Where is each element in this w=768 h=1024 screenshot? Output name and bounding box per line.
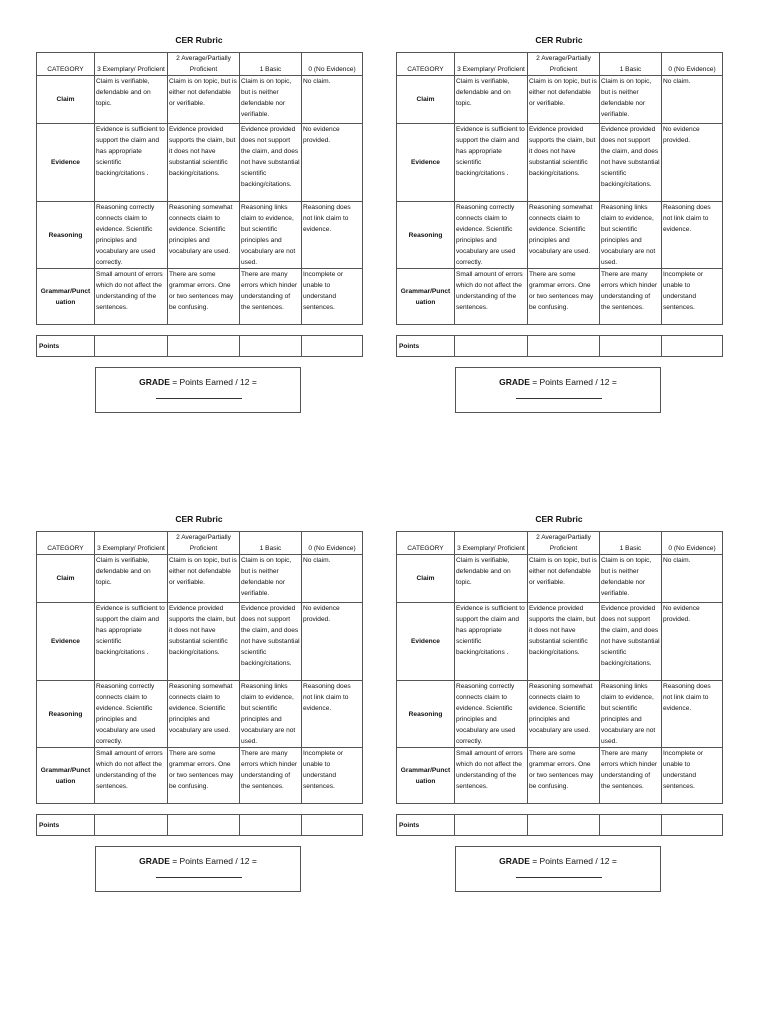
header-exemplary: 3 Exemplary/ Proficient xyxy=(455,53,528,76)
row-evidence xyxy=(397,603,723,681)
grade-formula: = Points Earned / 12 = xyxy=(169,377,257,387)
points-cell-3[interactable] xyxy=(95,336,168,357)
row-reasoning xyxy=(397,202,723,269)
category-reasoning: Reasoning xyxy=(397,681,455,748)
grammar-cell-2: There are some grammar errors. One or two sentences may be confusing. xyxy=(168,269,240,325)
rubric-card-bottom-left xyxy=(36,511,362,892)
category-grammar: Grammar/Punct uation xyxy=(397,748,455,804)
category-evidence: Evidence xyxy=(37,124,95,202)
points-cell-3[interactable] xyxy=(455,336,528,357)
category-reasoning: Reasoning xyxy=(37,202,95,269)
category-reasoning: Reasoning xyxy=(397,202,455,269)
grammar-cell-0: Incomplete or unable to understand sentences. xyxy=(662,748,723,804)
rubric-table xyxy=(396,531,723,804)
row-reasoning xyxy=(37,202,363,269)
points-cell-2[interactable] xyxy=(168,815,240,836)
category-evidence: Evidence xyxy=(37,603,95,681)
grammar-cell-2: There are some grammar errors. One or two sentences may be confusing. xyxy=(528,269,600,325)
header-basic: 1 Basic xyxy=(240,53,302,76)
category-grammar: Grammar/Punct uation xyxy=(397,269,455,325)
grade-box xyxy=(455,367,661,413)
grammar-cell-0: Incomplete or unable to understand sentences. xyxy=(662,269,723,325)
row-grammar xyxy=(37,748,363,804)
header-category: CATEGORY xyxy=(397,53,455,76)
grade-blank-line[interactable] xyxy=(156,877,242,878)
points-row xyxy=(37,815,363,836)
row-reasoning xyxy=(37,681,363,748)
grade-label: GRADE xyxy=(139,377,170,387)
grade-text xyxy=(96,377,300,387)
points-label: Points xyxy=(397,336,455,357)
header-exemplary: 3 Exemplary/ Proficient xyxy=(95,532,168,555)
evidence-cell-2: Evidence provided supports the claim, but it does not have substantial scientific backing/citations. xyxy=(528,124,600,202)
points-table xyxy=(36,814,363,836)
rubric-title: CER Rubric xyxy=(175,514,223,524)
evidence-cell-3: Evidence is sufficient to support the claim and has appropriate scientific backing/citations . xyxy=(95,603,168,681)
rubric-card-top-left xyxy=(36,32,362,413)
points-table xyxy=(396,335,723,357)
evidence-cell-0: No evidence provided. xyxy=(662,603,723,681)
category-evidence: Evidence xyxy=(397,124,455,202)
claim-cell-2: Claim is on topic, but is either not defendable or verifiable. xyxy=(528,76,600,124)
points-table xyxy=(36,335,363,357)
header-average: 2 Average/Partially Proficient xyxy=(168,53,240,76)
grammar-cell-2: There are some grammar errors. One or two sentences may be confusing. xyxy=(168,748,240,804)
points-cell-0[interactable] xyxy=(662,336,723,357)
reasoning-cell-1: Reasoning links claim to evidence, but scientific principles and vocabulary are not used. xyxy=(600,681,662,748)
header-basic: 1 Basic xyxy=(240,532,302,555)
claim-cell-0: No claim. xyxy=(302,555,363,603)
grade-label: GRADE xyxy=(499,377,530,387)
grade-blank-line[interactable] xyxy=(516,398,602,399)
rubric-title: CER Rubric xyxy=(175,35,223,45)
evidence-cell-3: Evidence is sufficient to support the claim and has appropriate scientific backing/citations . xyxy=(95,124,168,202)
evidence-cell-2: Evidence provided supports the claim, but it does not have substantial scientific backing/citations. xyxy=(168,603,240,681)
claim-cell-0: No claim. xyxy=(662,76,723,124)
rubric-table xyxy=(396,52,723,325)
grammar-cell-0: Incomplete or unable to understand sentences. xyxy=(302,269,363,325)
grade-formula: = Points Earned / 12 = xyxy=(169,856,257,866)
category-grammar: Grammar/Punct uation xyxy=(37,748,95,804)
points-cell-0[interactable] xyxy=(302,336,363,357)
category-reasoning: Reasoning xyxy=(37,681,95,748)
header-category: CATEGORY xyxy=(37,53,95,76)
claim-cell-1: Claim is on topic, but is neither defendable nor verifiable. xyxy=(600,76,662,124)
claim-cell-3: Claim is verifiable, defendable and on topic. xyxy=(95,555,168,603)
claim-cell-3: Claim is verifiable, defendable and on topic. xyxy=(455,76,528,124)
grade-label: GRADE xyxy=(499,856,530,866)
reasoning-cell-2: Reasoning somewhat connects claim to evidence. Scientific principles and vocabulary are used. xyxy=(528,681,600,748)
points-row xyxy=(397,815,723,836)
grade-blank-line[interactable] xyxy=(156,398,242,399)
row-grammar xyxy=(397,748,723,804)
header-category: CATEGORY xyxy=(37,532,95,555)
points-cell-1[interactable] xyxy=(240,336,302,357)
claim-cell-0: No claim. xyxy=(302,76,363,124)
evidence-cell-1: Evidence provided does not support the claim, and does not have substantial scientific backing/citations. xyxy=(240,124,302,202)
claim-cell-2: Claim is on topic, but is either not defendable or verifiable. xyxy=(168,76,240,124)
points-cell-1[interactable] xyxy=(600,815,662,836)
rubric-card-bottom-right xyxy=(396,511,722,892)
header-no-evidence: 0 (No Evidence) xyxy=(662,532,723,555)
evidence-cell-3: Evidence is sufficient to support the claim and has appropriate scientific backing/citations . xyxy=(455,124,528,202)
row-claim xyxy=(397,555,723,603)
grammar-cell-3: Small amount of errors which do not affect the understanding of the sentences. xyxy=(95,748,168,804)
category-grammar: Grammar/Punct uation xyxy=(37,269,95,325)
points-cell-3[interactable] xyxy=(95,815,168,836)
claim-cell-3: Claim is verifiable, defendable and on topic. xyxy=(95,76,168,124)
reasoning-cell-1: Reasoning links claim to evidence, but scientific principles and vocabulary are not used. xyxy=(240,681,302,748)
row-evidence xyxy=(37,603,363,681)
points-cell-1[interactable] xyxy=(600,336,662,357)
grammar-cell-1: There are many errors which hinder understanding of the sentences. xyxy=(600,269,662,325)
reasoning-cell-2: Reasoning somewhat connects claim to evidence. Scientific principles and vocabulary are used. xyxy=(528,202,600,269)
row-evidence xyxy=(397,124,723,202)
reasoning-cell-1: Reasoning links claim to evidence, but scientific principles and vocabulary are not used. xyxy=(240,202,302,269)
header-average: 2 Average/Partially Proficient xyxy=(528,53,600,76)
points-row xyxy=(397,336,723,357)
row-evidence xyxy=(37,124,363,202)
grade-label: GRADE xyxy=(139,856,170,866)
row-grammar xyxy=(37,269,363,325)
header-average: 2 Average/Partially Proficient xyxy=(168,532,240,555)
row-grammar xyxy=(397,269,723,325)
grammar-cell-3: Small amount of errors which do not affect the understanding of the sentences. xyxy=(455,269,528,325)
header-basic: 1 Basic xyxy=(600,532,662,555)
reasoning-cell-0: Reasoning does not link claim to evidence. xyxy=(662,681,723,748)
claim-cell-1: Claim is on topic, but is neither defendable nor verifiable. xyxy=(600,555,662,603)
grammar-cell-0: Incomplete or unable to understand sentences. xyxy=(302,748,363,804)
claim-cell-1: Claim is on topic, but is neither defendable nor verifiable. xyxy=(240,555,302,603)
reasoning-cell-2: Reasoning somewhat connects claim to evidence. Scientific principles and vocabulary are used. xyxy=(168,202,240,269)
grammar-cell-1: There are many errors which hinder understanding of the sentences. xyxy=(240,748,302,804)
header-no-evidence: 0 (No Evidence) xyxy=(302,53,363,76)
header-row xyxy=(397,53,723,76)
reasoning-cell-0: Reasoning does not link claim to evidence. xyxy=(302,202,363,269)
reasoning-cell-0: Reasoning does not link claim to evidence. xyxy=(302,681,363,748)
evidence-cell-0: No evidence provided. xyxy=(302,124,363,202)
points-row xyxy=(37,336,363,357)
grade-text xyxy=(96,856,300,866)
grade-formula: = Points Earned / 12 = xyxy=(529,856,617,866)
evidence-cell-1: Evidence provided does not support the claim, and does not have substantial scientific backing/citations. xyxy=(600,603,662,681)
points-label: Points xyxy=(397,815,455,836)
grade-box xyxy=(95,367,301,413)
claim-cell-2: Claim is on topic, but is either not defendable or verifiable. xyxy=(528,555,600,603)
header-average: 2 Average/Partially Proficient xyxy=(528,532,600,555)
rubric-table xyxy=(36,531,363,804)
grade-formula: = Points Earned / 12 = xyxy=(529,377,617,387)
header-category: CATEGORY xyxy=(397,532,455,555)
header-row xyxy=(397,532,723,555)
points-cell-1[interactable] xyxy=(240,815,302,836)
grade-text xyxy=(456,377,660,387)
grade-text xyxy=(456,856,660,866)
reasoning-cell-3: Reasoning correctly connects claim to evidence. Scientific principles and vocabulary are used correctly. xyxy=(455,202,528,269)
grammar-cell-3: Small amount of errors which do not affect the understanding of the sentences. xyxy=(455,748,528,804)
row-reasoning xyxy=(397,681,723,748)
grammar-cell-1: There are many errors which hinder understanding of the sentences. xyxy=(600,748,662,804)
evidence-cell-2: Evidence provided supports the claim, but it does not have substantial scientific backing/citations. xyxy=(528,603,600,681)
category-claim: Claim xyxy=(37,76,95,124)
row-claim xyxy=(397,76,723,124)
header-no-evidence: 0 (No Evidence) xyxy=(302,532,363,555)
points-label: Points xyxy=(37,815,95,836)
evidence-cell-1: Evidence provided does not support the claim, and does not have substantial scientific backing/citations. xyxy=(240,603,302,681)
points-cell-2[interactable] xyxy=(528,815,600,836)
reasoning-cell-2: Reasoning somewhat connects claim to evidence. Scientific principles and vocabulary are used. xyxy=(168,681,240,748)
evidence-cell-0: No evidence provided. xyxy=(662,124,723,202)
rubric-table xyxy=(36,52,363,325)
row-claim xyxy=(37,555,363,603)
rubric-title: CER Rubric xyxy=(535,35,583,45)
header-exemplary: 3 Exemplary/ Proficient xyxy=(455,532,528,555)
reasoning-cell-3: Reasoning correctly connects claim to evidence. Scientific principles and vocabulary are used correctly. xyxy=(455,681,528,748)
header-basic: 1 Basic xyxy=(600,53,662,76)
reasoning-cell-3: Reasoning correctly connects claim to evidence. Scientific principles and vocabulary are used correctly. xyxy=(95,681,168,748)
evidence-cell-2: Evidence provided supports the claim, but it does not have substantial scientific backing/citations. xyxy=(168,124,240,202)
header-no-evidence: 0 (No Evidence) xyxy=(662,53,723,76)
header-exemplary: 3 Exemplary/ Proficient xyxy=(95,53,168,76)
rubric-card-top-right xyxy=(396,32,722,413)
header-row xyxy=(37,53,363,76)
category-claim: Claim xyxy=(397,555,455,603)
claim-cell-1: Claim is on topic, but is neither defendable nor verifiable. xyxy=(240,76,302,124)
points-cell-0[interactable] xyxy=(302,815,363,836)
points-cell-3[interactable] xyxy=(455,815,528,836)
points-cell-0[interactable] xyxy=(662,815,723,836)
points-cell-2[interactable] xyxy=(528,336,600,357)
points-cell-2[interactable] xyxy=(168,336,240,357)
points-label: Points xyxy=(37,336,95,357)
reasoning-cell-3: Reasoning correctly connects claim to evidence. Scientific principles and vocabulary are used correctly. xyxy=(95,202,168,269)
evidence-cell-0: No evidence provided. xyxy=(302,603,363,681)
claim-cell-0: No claim. xyxy=(662,555,723,603)
claim-cell-2: Claim is on topic, but is either not defendable or verifiable. xyxy=(168,555,240,603)
grammar-cell-3: Small amount of errors which do not affect the understanding of the sentences. xyxy=(95,269,168,325)
evidence-cell-1: Evidence provided does not support the claim, and does not have substantial scientific backing/citations. xyxy=(600,124,662,202)
row-claim xyxy=(37,76,363,124)
grammar-cell-2: There are some grammar errors. One or two sentences may be confusing. xyxy=(528,748,600,804)
claim-cell-3: Claim is verifiable, defendable and on topic. xyxy=(455,555,528,603)
points-table xyxy=(396,814,723,836)
grade-box xyxy=(455,846,661,892)
rubric-title: CER Rubric xyxy=(535,514,583,524)
grammar-cell-1: There are many errors which hinder understanding of the sentences. xyxy=(240,269,302,325)
grade-blank-line[interactable] xyxy=(516,877,602,878)
category-evidence: Evidence xyxy=(397,603,455,681)
header-row xyxy=(37,532,363,555)
category-claim: Claim xyxy=(397,76,455,124)
grade-box xyxy=(95,846,301,892)
reasoning-cell-0: Reasoning does not link claim to evidence. xyxy=(662,202,723,269)
evidence-cell-3: Evidence is sufficient to support the claim and has appropriate scientific backing/citations . xyxy=(455,603,528,681)
reasoning-cell-1: Reasoning links claim to evidence, but scientific principles and vocabulary are not used. xyxy=(600,202,662,269)
category-claim: Claim xyxy=(37,555,95,603)
